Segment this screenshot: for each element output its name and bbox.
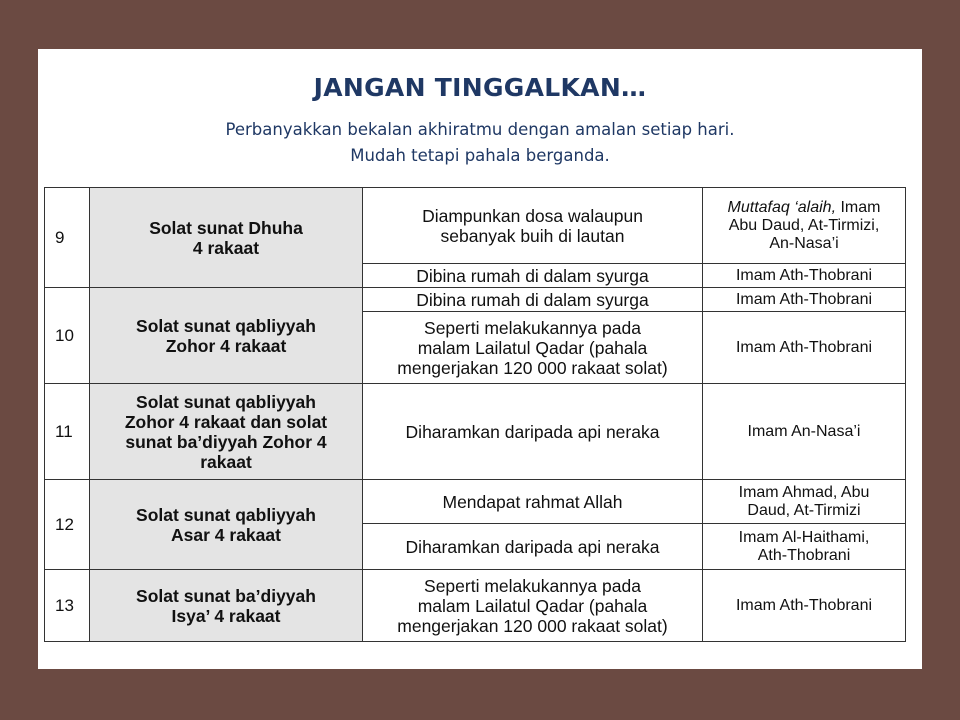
table-row xyxy=(45,480,906,524)
row-number: 10 xyxy=(45,288,90,384)
kelebihan-cell: Diampunkan dosa walaupun sebanyak buih di lautan xyxy=(363,188,703,264)
amalan-table xyxy=(44,187,906,642)
kelebihan-cell: Mendapat rahmat Allah xyxy=(363,480,703,524)
amalan-table-wrapper xyxy=(44,187,905,637)
perawi-cell: Imam Ath-Thobrani xyxy=(703,264,906,288)
kelebihan-cell: Dibina rumah di dalam syurga xyxy=(363,288,703,312)
subtitle-line-2: Mudah tetapi pahala berganda. xyxy=(350,146,610,165)
table-row xyxy=(45,384,906,480)
subtitle-line-1: Perbanyakkan bekalan akhiratmu dengan amalan setiap hari. xyxy=(225,120,735,139)
perawi-cell: Imam Ath-Thobrani xyxy=(703,570,906,642)
perawi-cell: Muttafaq ‘alaih, Imam Abu Daud, At-Tirmizi, An-Nasa’i xyxy=(703,188,906,264)
perawi-cell: Imam Ath-Thobrani xyxy=(703,288,906,312)
kelebihan-cell: Dibina rumah di dalam syurga xyxy=(363,264,703,288)
kelebihan-cell: Diharamkan daripada api neraka xyxy=(363,524,703,570)
perawi-cell: Imam Ath-Thobrani xyxy=(703,312,906,384)
table-row xyxy=(45,188,906,264)
table-row xyxy=(45,288,906,312)
row-number: 9 xyxy=(45,188,90,288)
perawi-cell: Imam Ahmad, Abu Daud, At-Tirmizi xyxy=(703,480,906,524)
row-number: 13 xyxy=(45,570,90,642)
page-subtitle xyxy=(38,117,922,169)
page-title: JANGAN TINGGALKAN… xyxy=(313,73,647,102)
table-row xyxy=(45,570,906,642)
amalan-cell: Solat sunat qabliyyah Zohor 4 rakaat xyxy=(90,288,363,384)
kelebihan-cell: Seperti melakukannya pada malam Lailatul Qadar (pahala mengerjakan 120 000 rakaat solat) xyxy=(363,570,703,642)
perawi-cell: Imam Al-Haithami, Ath-Thobrani xyxy=(703,524,906,570)
slide xyxy=(38,49,922,669)
amalan-cell: Solat sunat Dhuha 4 rakaat xyxy=(90,188,363,288)
amalan-cell: Solat sunat ba’diyyah Isya’ 4 rakaat xyxy=(90,570,363,642)
amalan-cell: Solat sunat qabliyyah Zohor 4 rakaat dan solat sunat ba’diyyah Zohor 4 rakaat xyxy=(90,384,363,480)
perawi-cell: Imam An-Nasa’i xyxy=(703,384,906,480)
row-number: 11 xyxy=(45,384,90,480)
row-number: 12 xyxy=(45,480,90,570)
amalan-cell: Solat sunat qabliyyah Asar 4 rakaat xyxy=(90,480,363,570)
kelebihan-cell: Diharamkan daripada api neraka xyxy=(363,384,703,480)
kelebihan-cell: Seperti melakukannya pada malam Lailatul Qadar (pahala mengerjakan 120 000 rakaat solat) xyxy=(363,312,703,384)
